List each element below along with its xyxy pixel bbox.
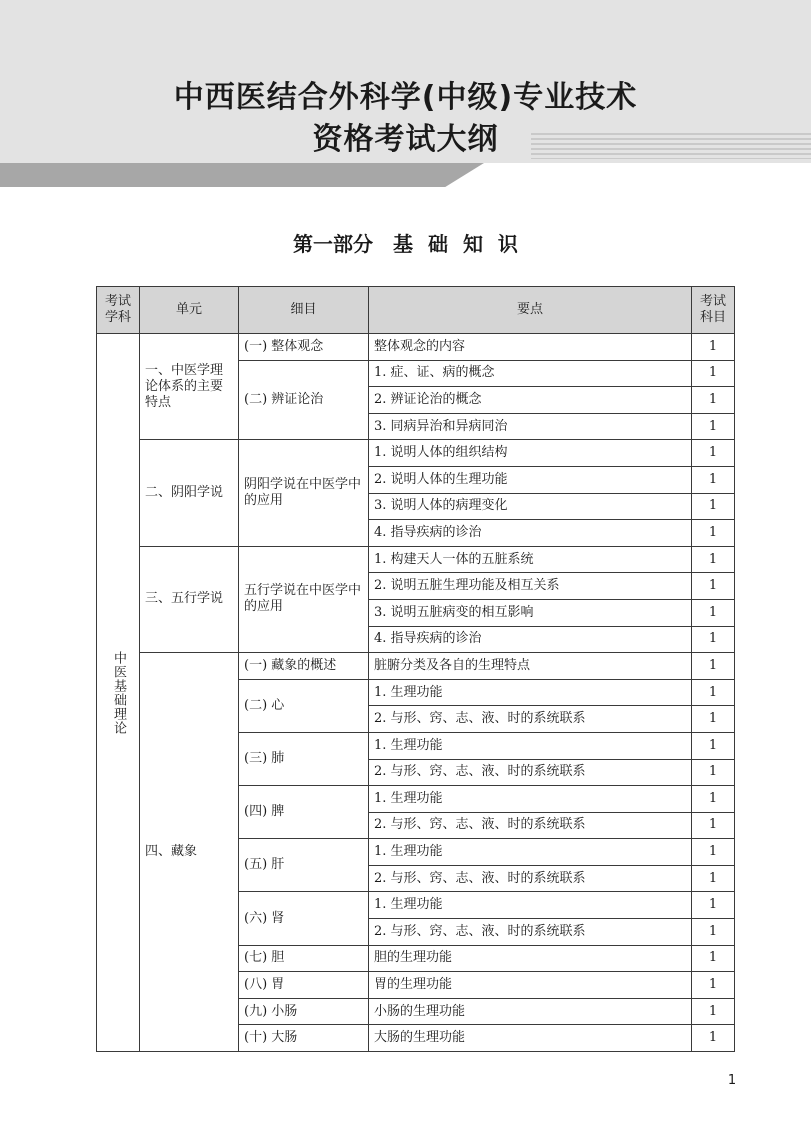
- topic-cell: (一) 整体观念: [239, 334, 369, 361]
- topic-cell: (四) 脾: [239, 786, 369, 839]
- exam-cell: 1: [692, 998, 735, 1025]
- exam-cell: 1: [692, 413, 735, 440]
- point-cell: 胆的生理功能: [369, 945, 692, 972]
- exam-cell: 1: [692, 599, 735, 626]
- exam-cell: 1: [692, 759, 735, 786]
- point-cell: 1. 生理功能: [369, 892, 692, 919]
- table-row: [97, 440, 735, 467]
- table-header-row: [97, 287, 735, 334]
- unit-cell: 四、藏象: [140, 653, 239, 1052]
- point-cell: 2. 说明人体的生理功能: [369, 466, 692, 493]
- point-cell: 3. 说明五脏病变的相互影响: [369, 599, 692, 626]
- topic-cell: (六) 肾: [239, 892, 369, 945]
- topic-cell: (二) 心: [239, 679, 369, 732]
- topic-cell: (三) 肺: [239, 732, 369, 785]
- point-cell: 1. 生理功能: [369, 679, 692, 706]
- point-cell: 1. 症、证、病的概念: [369, 360, 692, 387]
- point-cell: 1. 生理功能: [369, 786, 692, 813]
- exam-cell: 1: [692, 812, 735, 839]
- topic-cell: 五行学说在中医学中的应用: [239, 546, 369, 652]
- exam-cell: 1: [692, 440, 735, 467]
- exam-cell: 1: [692, 653, 735, 680]
- unit-cell: 一、中医学理论体系的主要特点: [140, 334, 239, 440]
- point-cell: 1. 说明人体的组织结构: [369, 440, 692, 467]
- point-cell: 小肠的生理功能: [369, 998, 692, 1025]
- exam-cell: 1: [692, 865, 735, 892]
- page-title-line1: 中西医结合外科学(中级)专业技术: [173, 80, 638, 115]
- exam-cell: 1: [692, 520, 735, 547]
- exam-cell: 1: [692, 839, 735, 866]
- point-cell: 2. 与形、窍、志、液、时的系统联系: [369, 812, 692, 839]
- exam-cell: 1: [692, 334, 735, 361]
- exam-cell: 1: [692, 387, 735, 414]
- exam-cell: 1: [692, 546, 735, 573]
- point-cell: 1. 生理功能: [369, 732, 692, 759]
- point-cell: 1. 生理功能: [369, 839, 692, 866]
- point-cell: 4. 指导疾病的诊治: [369, 520, 692, 547]
- point-cell: 整体观念的内容: [369, 334, 692, 361]
- unit-cell: 三、五行学说: [140, 546, 239, 652]
- point-cell: 3. 说明人体的病理变化: [369, 493, 692, 520]
- page-number: 1: [727, 1073, 737, 1088]
- topic-cell: 阴阳学说在中医学中的应用: [239, 440, 369, 546]
- exam-cell: 1: [692, 945, 735, 972]
- point-cell: 脏腑分类及各自的生理特点: [369, 653, 692, 680]
- topic-cell: (九) 小肠: [239, 998, 369, 1025]
- topic-cell: (一) 藏象的概述: [239, 653, 369, 680]
- exam-cell: 1: [692, 706, 735, 733]
- header-topic: 细目: [239, 287, 369, 334]
- exam-cell: 1: [692, 573, 735, 600]
- point-cell: 大肠的生理功能: [369, 1025, 692, 1052]
- exam-cell: 1: [692, 892, 735, 919]
- section-title: 第一部分 基 础 知 识: [293, 232, 518, 256]
- syllabus-table: [96, 286, 735, 1052]
- exam-cell: 1: [692, 493, 735, 520]
- exam-cell: 1: [692, 732, 735, 759]
- header-unit: 单元: [140, 287, 239, 334]
- point-cell: 胃的生理功能: [369, 972, 692, 999]
- subject-cell: 中医基础理论: [97, 334, 140, 1052]
- table-row: [97, 653, 735, 680]
- topic-cell: (二) 辨证论治: [239, 360, 369, 440]
- exam-cell: 1: [692, 1025, 735, 1052]
- topic-cell: (八) 胃: [239, 972, 369, 999]
- exam-cell: 1: [692, 626, 735, 653]
- point-cell: 2. 与形、窍、志、液、时的系统联系: [369, 919, 692, 946]
- topic-cell: (十) 大肠: [239, 1025, 369, 1052]
- point-cell: 2. 与形、窍、志、液、时的系统联系: [369, 759, 692, 786]
- point-cell: 2. 辨证论治的概念: [369, 387, 692, 414]
- header-exam: 考试 科目: [692, 287, 735, 334]
- point-cell: 4. 指导疾病的诊治: [369, 626, 692, 653]
- point-cell: 2. 说明五脏生理功能及相互关系: [369, 573, 692, 600]
- exam-cell: 1: [692, 360, 735, 387]
- unit-cell: 二、阴阳学说: [140, 440, 239, 546]
- header-subject: 考试 学科: [97, 287, 140, 334]
- exam-cell: 1: [692, 919, 735, 946]
- exam-cell: 1: [692, 679, 735, 706]
- topic-cell: (七) 胆: [239, 945, 369, 972]
- point-cell: 3. 同病异治和异病同治: [369, 413, 692, 440]
- exam-cell: 1: [692, 972, 735, 999]
- point-cell: 1. 构建天人一体的五脏系统: [369, 546, 692, 573]
- point-cell: 2. 与形、窍、志、液、时的系统联系: [369, 865, 692, 892]
- page-title-line2: 资格考试大纲: [312, 122, 499, 157]
- table-row: [97, 546, 735, 573]
- topic-cell: (五) 肝: [239, 839, 369, 892]
- header-stripe: [0, 163, 484, 187]
- exam-cell: 1: [692, 786, 735, 813]
- point-cell: 2. 与形、窍、志、液、时的系统联系: [369, 706, 692, 733]
- exam-cell: 1: [692, 466, 735, 493]
- table-row: [97, 334, 735, 361]
- header-point: 要点: [369, 287, 692, 334]
